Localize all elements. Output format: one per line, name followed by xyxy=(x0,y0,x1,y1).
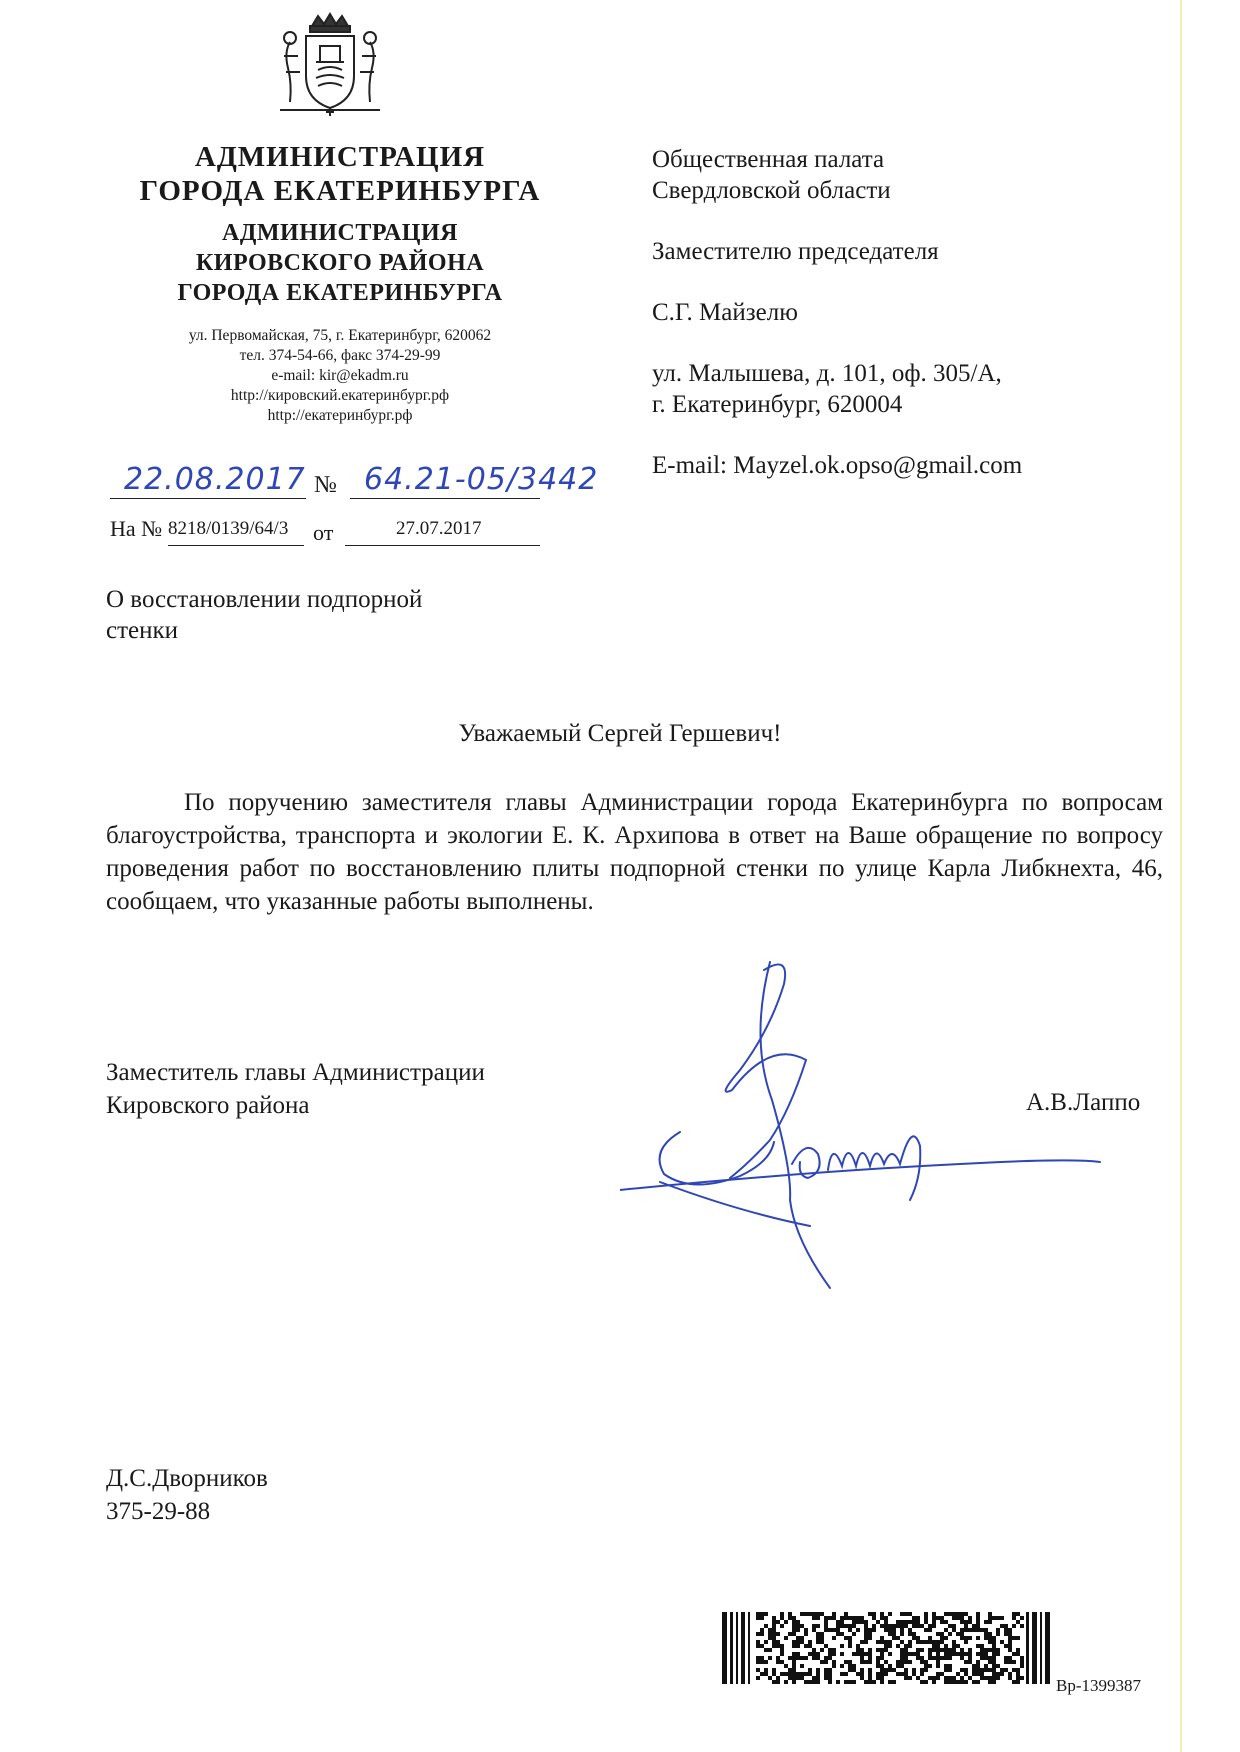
signatory-name: А.В.Лаппо xyxy=(1026,1089,1141,1116)
reply-prefix: На № xyxy=(110,516,163,541)
outgoing-number: 64.21-05/3442 xyxy=(364,462,599,497)
signatory-title-line: Заместитель главы Администрации xyxy=(106,1059,485,1086)
org-contacts xyxy=(90,326,590,426)
letter-body: По поручению заместителя главы Администрации города Екатеринбурга по вопросам благоустройства, транспорта и экологии Е. К. Архипова в ответ на Ваше обращение по вопросу проведения работ по восстановлению плиты подпорной стенки по улице Карла Либкнехта, 46, сообщаем, что указанные работы выполнены. xyxy=(106,789,1163,915)
dept-line: КИРОВСКОГО РАЙОНА xyxy=(195,250,485,276)
from-word: от xyxy=(313,520,334,545)
addressee-block xyxy=(652,144,1022,481)
addressee-name: С.Г. Майзелю xyxy=(652,299,798,326)
city-coat-of-arms-icon xyxy=(270,12,390,124)
contact-phone: тел. 374-54-66, факс 374-29-99 xyxy=(239,347,441,364)
scan-edge-line xyxy=(1180,0,1182,1752)
organization-name xyxy=(60,140,620,208)
date-underline xyxy=(110,498,306,499)
addressee-email: E-mail: Mayzel.ok.opso@gmail.com xyxy=(652,452,1023,479)
outgoing-date: 22.08.2017 xyxy=(124,462,306,497)
number-underline xyxy=(350,498,540,499)
addressee-org-line: Свердловской области xyxy=(652,177,891,204)
signatory-title xyxy=(106,1056,485,1122)
org-line: ГОРОДА ЕКАТЕРИНБУРГА xyxy=(139,175,541,207)
reply-date: 27.07.2017 xyxy=(396,518,482,539)
addressee-org-line: Общественная палата xyxy=(652,146,885,173)
addressee-address-line: г. Екатеринбург, 620004 xyxy=(652,391,903,418)
addressee-address-line: ул. Малышева, д. 101, оф. 305/А, xyxy=(652,360,1002,387)
dept-line: ГОРОДА ЕКАТЕРИНБУРГА xyxy=(177,280,503,306)
subject-line: О восстановлении подпорной xyxy=(106,586,423,613)
signatory-title-line: Кировского района xyxy=(106,1092,310,1119)
contact-address: ул. Первомайская, 75, г. Екатеринбург, 620062 xyxy=(188,327,492,344)
dept-line: АДМИНИСТРАЦИЯ xyxy=(222,220,458,246)
contact-site-city: http://екатеринбург.рф xyxy=(267,407,413,424)
contact-site-district: http://кировский.екатеринбург.рф xyxy=(230,387,450,404)
handwritten-signature-icon xyxy=(620,950,1180,1290)
reply-number-underline xyxy=(168,545,304,546)
barcode-label: Вр-1399387 xyxy=(1056,1676,1141,1695)
reply-number: 8218/0139/64/3 xyxy=(168,518,289,539)
subject-line: стенки xyxy=(106,617,179,644)
letter-subject xyxy=(106,584,422,646)
executor-phone: 375-29-88 xyxy=(106,1498,211,1525)
department-name xyxy=(60,218,620,308)
contact-email: e-mail: kir@ekadm.ru xyxy=(271,367,409,384)
number-symbol: № xyxy=(314,472,337,498)
barcode-icon xyxy=(722,1612,1052,1684)
letter-greeting: Уважаемый Сергей Гершевич! xyxy=(458,720,782,747)
org-line: АДМИНИСТРАЦИЯ xyxy=(194,141,486,173)
executor-info xyxy=(106,1462,268,1528)
executor-name: Д.С.Дворников xyxy=(106,1465,268,1492)
addressee-position: Заместителю председателя xyxy=(652,238,939,265)
reply-date-underline xyxy=(345,545,540,546)
